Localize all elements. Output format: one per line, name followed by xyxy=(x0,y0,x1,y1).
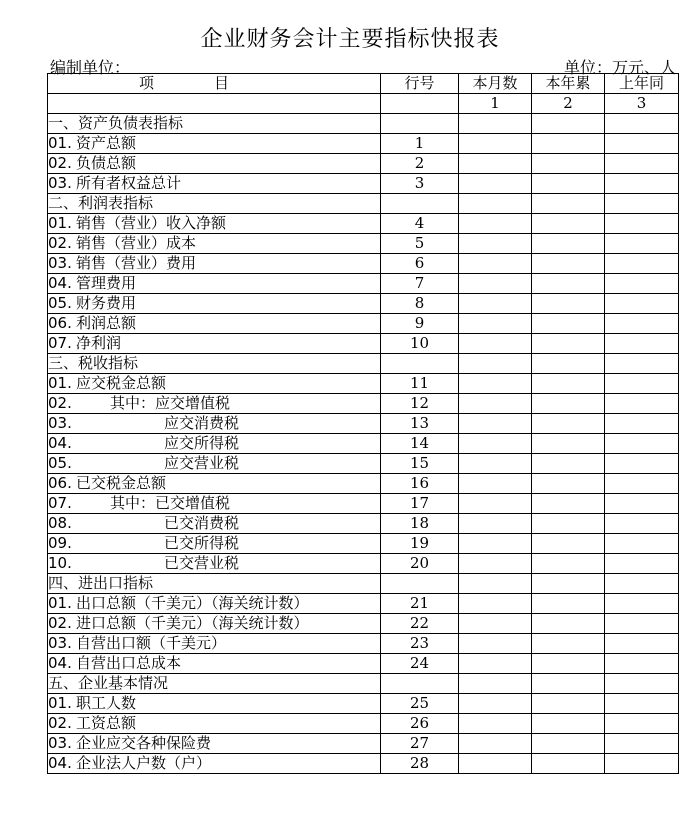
value-cell-year-to-date[interactable] xyxy=(532,194,605,214)
value-cell-year-to-date[interactable] xyxy=(532,474,605,494)
value-cell-year-to-date[interactable] xyxy=(532,234,605,254)
line-number: 11 xyxy=(381,374,459,394)
value-cell-last-year-same[interactable] xyxy=(605,294,679,314)
header-line-no: 行号 xyxy=(381,74,459,94)
value-cell-year-to-date[interactable] xyxy=(532,254,605,274)
item-label-cell xyxy=(48,374,381,394)
item-label: 应交增值税 xyxy=(155,394,231,412)
item-label: 所有者权益总计 xyxy=(76,174,182,192)
item-code: 01. xyxy=(48,594,72,612)
line-number: 4 xyxy=(381,214,459,234)
value-cell-this-month[interactable] xyxy=(459,694,532,714)
item-label: 应交税金总额 xyxy=(76,374,167,392)
item-label-cell xyxy=(48,414,381,434)
value-cell-year-to-date[interactable] xyxy=(532,574,605,594)
line-number: 3 xyxy=(381,174,459,194)
value-cell-last-year-same[interactable] xyxy=(605,454,679,474)
item-label: 应交营业税 xyxy=(164,454,240,472)
item-label-cell xyxy=(48,734,381,754)
value-cell-this-month[interactable] xyxy=(459,214,532,234)
item-label-cell xyxy=(48,234,381,254)
value-cell-this-month[interactable] xyxy=(459,294,532,314)
line-number: 13 xyxy=(381,414,459,434)
value-cell-year-to-date[interactable] xyxy=(532,594,605,614)
item-label-cell xyxy=(48,174,381,194)
table-row xyxy=(48,154,679,174)
item-code: 08. xyxy=(48,514,72,532)
report-title: 企业财务会计主要指标快报表 xyxy=(200,27,500,52)
section-row xyxy=(48,194,679,214)
item-label-cell xyxy=(48,294,381,314)
value-cell-last-year-same[interactable] xyxy=(605,234,679,254)
value-cell-this-month[interactable] xyxy=(459,634,532,654)
table-row xyxy=(48,214,679,234)
value-cell-year-to-date[interactable] xyxy=(532,134,605,154)
section-label: 五、企业基本情况 xyxy=(48,674,381,694)
value-cell-this-month[interactable] xyxy=(459,454,532,474)
value-cell-year-to-date[interactable] xyxy=(532,334,605,354)
value-cell-last-year-same[interactable] xyxy=(605,534,679,554)
value-cell-this-month[interactable] xyxy=(459,394,532,414)
item-label-cell xyxy=(48,494,381,514)
value-cell-this-month[interactable] xyxy=(459,494,532,514)
table-row xyxy=(48,314,679,334)
table-row xyxy=(48,294,679,314)
value-cell-this-month[interactable] xyxy=(459,374,532,394)
item-label-cell xyxy=(48,554,381,574)
value-cell-last-year-same[interactable] xyxy=(605,394,679,414)
item-code: 10. xyxy=(48,554,72,572)
header-this-month: 本月数 xyxy=(459,74,532,94)
value-cell-year-to-date[interactable] xyxy=(532,314,605,334)
item-code: 01. xyxy=(48,694,72,712)
table-row xyxy=(48,394,679,414)
line-number: 7 xyxy=(381,274,459,294)
value-cell-year-to-date[interactable] xyxy=(532,494,605,514)
value-cell-year-to-date[interactable] xyxy=(532,614,605,634)
item-code: 04. xyxy=(48,434,72,452)
table-row xyxy=(48,614,679,634)
value-cell-last-year-same[interactable] xyxy=(605,734,679,754)
table-row xyxy=(48,174,679,194)
line-number: 6 xyxy=(381,254,459,274)
unit-label: 单位：万元、人 xyxy=(563,58,676,77)
line-number: 26 xyxy=(381,714,459,734)
item-label-cell xyxy=(48,134,381,154)
value-cell-year-to-date[interactable] xyxy=(532,694,605,714)
value-cell-last-year-same[interactable] xyxy=(605,754,679,774)
item-label-cell xyxy=(48,694,381,714)
value-cell-last-year-same[interactable] xyxy=(605,674,679,694)
value-cell-this-month[interactable] xyxy=(459,754,532,774)
table-row xyxy=(48,514,679,534)
item-label: 财务费用 xyxy=(76,294,137,312)
item-code: 05. xyxy=(48,294,72,312)
line-number: 9 xyxy=(381,314,459,334)
line-number: 5 xyxy=(381,234,459,254)
value-cell-year-to-date[interactable] xyxy=(532,434,605,454)
value-cell-this-month[interactable] xyxy=(459,554,532,574)
value-cell-this-month[interactable] xyxy=(459,734,532,754)
item-label: 利润总额 xyxy=(76,314,137,332)
item-label-cell xyxy=(48,274,381,294)
value-cell-last-year-same[interactable] xyxy=(605,594,679,614)
item-code: 02. xyxy=(48,154,72,172)
item-label-cell xyxy=(48,534,381,554)
header-year-to-date: 本年累 xyxy=(532,74,605,94)
value-cell-this-month[interactable] xyxy=(459,414,532,434)
line-number xyxy=(381,674,459,694)
column-index: 2 xyxy=(532,94,605,114)
value-cell-this-month[interactable] xyxy=(459,654,532,674)
item-code: 03. xyxy=(48,414,72,432)
section-row xyxy=(48,674,679,694)
value-cell-year-to-date[interactable] xyxy=(532,534,605,554)
line-number: 19 xyxy=(381,534,459,554)
item-label-cell xyxy=(48,614,381,634)
value-cell-this-month[interactable] xyxy=(459,254,532,274)
line-number: 12 xyxy=(381,394,459,414)
line-number: 17 xyxy=(381,494,459,514)
value-cell-last-year-same[interactable] xyxy=(605,694,679,714)
value-cell-last-year-same[interactable] xyxy=(605,314,679,334)
value-cell-last-year-same[interactable] xyxy=(605,334,679,354)
item-label: 已交税金总额 xyxy=(76,474,167,492)
item-prefix: 其中： xyxy=(110,494,156,512)
item-label-cell xyxy=(48,654,381,674)
header-row xyxy=(48,74,679,94)
section-label: 二、利润表指标 xyxy=(48,194,381,214)
item-label: 工资总额 xyxy=(76,714,137,732)
value-cell-this-month[interactable] xyxy=(459,194,532,214)
line-number: 21 xyxy=(381,594,459,614)
item-code: 03. xyxy=(48,734,72,752)
item-label-cell xyxy=(48,474,381,494)
value-cell-last-year-same[interactable] xyxy=(605,414,679,434)
item-code: 03. xyxy=(48,634,72,652)
column-index-blank xyxy=(381,94,459,114)
value-cell-this-month[interactable] xyxy=(459,714,532,734)
item-code: 02. xyxy=(48,394,72,412)
item-label-cell xyxy=(48,754,381,774)
item-code: 07. xyxy=(48,494,72,512)
item-code: 02. xyxy=(48,714,72,732)
table-row xyxy=(48,334,679,354)
line-number: 18 xyxy=(381,514,459,534)
column-index-blank xyxy=(48,94,381,114)
value-cell-this-month[interactable] xyxy=(459,314,532,334)
item-label: 资产总额 xyxy=(76,134,137,152)
line-number: 28 xyxy=(381,754,459,774)
table-row xyxy=(48,274,679,294)
item-label: 已交营业税 xyxy=(164,554,240,572)
item-label: 已交消费税 xyxy=(164,514,240,532)
value-cell-this-month[interactable] xyxy=(459,674,532,694)
value-cell-this-month[interactable] xyxy=(459,534,532,554)
value-cell-this-month[interactable] xyxy=(459,474,532,494)
value-cell-last-year-same[interactable] xyxy=(605,174,679,194)
column-index-row xyxy=(48,94,679,114)
table-row xyxy=(48,634,679,654)
item-code: 04. xyxy=(48,274,72,292)
table-row xyxy=(48,534,679,554)
item-label: 已交增值税 xyxy=(155,494,231,512)
table-row xyxy=(48,374,679,394)
value-cell-year-to-date[interactable] xyxy=(532,734,605,754)
item-label-cell xyxy=(48,434,381,454)
item-code: 01. xyxy=(48,374,72,392)
item-label-cell xyxy=(48,154,381,174)
value-cell-last-year-same[interactable] xyxy=(605,134,679,154)
item-label-cell xyxy=(48,214,381,234)
item-code: 03. xyxy=(48,174,72,192)
value-cell-year-to-date[interactable] xyxy=(532,274,605,294)
value-cell-last-year-same[interactable] xyxy=(605,634,679,654)
item-label: 已交所得税 xyxy=(164,534,240,552)
line-number: 10 xyxy=(381,334,459,354)
section-label: 四、进出口指标 xyxy=(48,574,381,594)
item-label-cell xyxy=(48,594,381,614)
item-label: 自营出口总成本 xyxy=(76,654,182,672)
line-number xyxy=(381,114,459,134)
table-row xyxy=(48,474,679,494)
value-cell-this-month[interactable] xyxy=(459,114,532,134)
item-label: 销售（营业）收入净额 xyxy=(76,214,227,232)
line-number: 23 xyxy=(381,634,459,654)
value-cell-last-year-same[interactable] xyxy=(605,494,679,514)
line-number: 20 xyxy=(381,554,459,574)
section-row xyxy=(48,574,679,594)
value-cell-year-to-date[interactable] xyxy=(532,554,605,574)
table-row xyxy=(48,754,679,774)
line-number xyxy=(381,354,459,374)
value-cell-this-month[interactable] xyxy=(459,594,532,614)
value-cell-last-year-same[interactable] xyxy=(605,374,679,394)
value-cell-this-month[interactable] xyxy=(459,134,532,154)
table-row xyxy=(48,494,679,514)
table-row xyxy=(48,714,679,734)
item-code: 07. xyxy=(48,334,72,352)
item-label-cell xyxy=(48,334,381,354)
line-number: 15 xyxy=(381,454,459,474)
item-code: 01. xyxy=(48,214,72,232)
report-table xyxy=(47,73,679,774)
line-number: 27 xyxy=(381,734,459,754)
value-cell-last-year-same[interactable] xyxy=(605,354,679,374)
item-code: 06. xyxy=(48,314,72,332)
item-label: 企业应交各种保险费 xyxy=(76,734,212,752)
column-index: 1 xyxy=(459,94,532,114)
value-cell-last-year-same[interactable] xyxy=(605,114,679,134)
section-row xyxy=(48,114,679,134)
item-label: 负债总额 xyxy=(76,154,137,172)
item-label-cell xyxy=(48,394,381,414)
line-number xyxy=(381,574,459,594)
value-cell-this-month[interactable] xyxy=(459,434,532,454)
table-row xyxy=(48,594,679,614)
value-cell-last-year-same[interactable] xyxy=(605,154,679,174)
item-code: 06. xyxy=(48,474,72,492)
line-number: 22 xyxy=(381,614,459,634)
value-cell-year-to-date[interactable] xyxy=(532,514,605,534)
value-cell-year-to-date[interactable] xyxy=(532,654,605,674)
value-cell-year-to-date[interactable] xyxy=(532,214,605,234)
table-row xyxy=(48,454,679,474)
table-row xyxy=(48,234,679,254)
item-label-cell xyxy=(48,314,381,334)
item-label-cell xyxy=(48,254,381,274)
item-label: 进口总额（千美元）（海关统计数） xyxy=(76,614,309,632)
table-row xyxy=(48,434,679,454)
value-cell-year-to-date[interactable] xyxy=(532,174,605,194)
value-cell-this-month[interactable] xyxy=(459,174,532,194)
line-number: 24 xyxy=(381,654,459,674)
item-code: 03. xyxy=(48,254,72,272)
value-cell-last-year-same[interactable] xyxy=(605,474,679,494)
table-row xyxy=(48,134,679,154)
value-cell-year-to-date[interactable] xyxy=(532,374,605,394)
value-cell-last-year-same[interactable] xyxy=(605,274,679,294)
item-label-cell xyxy=(48,514,381,534)
value-cell-year-to-date[interactable] xyxy=(532,634,605,654)
org-label: 编制单位： xyxy=(50,58,131,77)
section-row xyxy=(48,354,679,374)
line-number: 8 xyxy=(381,294,459,314)
value-cell-this-month[interactable] xyxy=(459,574,532,594)
value-cell-this-month[interactable] xyxy=(459,274,532,294)
table-row xyxy=(48,414,679,434)
value-cell-year-to-date[interactable] xyxy=(532,454,605,474)
value-cell-year-to-date[interactable] xyxy=(532,674,605,694)
item-label: 应交消费税 xyxy=(164,414,240,432)
value-cell-last-year-same[interactable] xyxy=(605,254,679,274)
value-cell-year-to-date[interactable] xyxy=(532,714,605,734)
value-cell-last-year-same[interactable] xyxy=(605,554,679,574)
value-cell-year-to-date[interactable] xyxy=(532,114,605,134)
item-label: 应交所得税 xyxy=(164,434,240,452)
column-index: 3 xyxy=(605,94,679,114)
value-cell-last-year-same[interactable] xyxy=(605,714,679,734)
value-cell-this-month[interactable] xyxy=(459,334,532,354)
item-prefix: 其中： xyxy=(110,394,156,412)
report-body xyxy=(48,114,679,774)
value-cell-year-to-date[interactable] xyxy=(532,354,605,374)
item-code: 02. xyxy=(48,614,72,632)
item-label: 出口总额（千美元）（海关统计数） xyxy=(76,594,309,612)
item-label-cell xyxy=(48,454,381,474)
value-cell-last-year-same[interactable] xyxy=(605,194,679,214)
table-row xyxy=(48,734,679,754)
value-cell-last-year-same[interactable] xyxy=(605,654,679,674)
value-cell-year-to-date[interactable] xyxy=(532,154,605,174)
value-cell-year-to-date[interactable] xyxy=(532,754,605,774)
line-number: 25 xyxy=(381,694,459,714)
item-label: 管理费用 xyxy=(76,274,137,292)
line-number: 14 xyxy=(381,434,459,454)
section-label: 三、税收指标 xyxy=(48,354,381,374)
value-cell-last-year-same[interactable] xyxy=(605,214,679,234)
value-cell-this-month[interactable] xyxy=(459,614,532,634)
item-code: 01. xyxy=(48,134,72,152)
item-label: 职工人数 xyxy=(76,694,137,712)
value-cell-year-to-date[interactable] xyxy=(532,294,605,314)
line-number xyxy=(381,194,459,214)
table-row xyxy=(48,694,679,714)
value-cell-this-month[interactable] xyxy=(459,234,532,254)
value-cell-last-year-same[interactable] xyxy=(605,614,679,634)
value-cell-year-to-date[interactable] xyxy=(532,394,605,414)
item-code: 05. xyxy=(48,454,72,472)
item-code: 09. xyxy=(48,534,72,552)
item-label: 自营出口额（千美元） xyxy=(76,634,227,652)
line-number: 2 xyxy=(381,154,459,174)
item-label-cell xyxy=(48,634,381,654)
item-label: 销售（营业）费用 xyxy=(76,254,197,272)
line-number: 1 xyxy=(381,134,459,154)
item-label: 净利润 xyxy=(76,334,122,352)
header-last-year-same: 上年同 xyxy=(605,74,679,94)
table-row xyxy=(48,254,679,274)
table-row xyxy=(48,654,679,674)
value-cell-this-month[interactable] xyxy=(459,154,532,174)
item-label: 企业法人户数（户） xyxy=(76,754,212,772)
value-cell-last-year-same[interactable] xyxy=(605,574,679,594)
item-code: 04. xyxy=(48,654,72,672)
item-label-cell xyxy=(48,714,381,734)
item-code: 02. xyxy=(48,234,72,252)
section-label: 一、资产负债表指标 xyxy=(48,114,381,134)
item-code: 04. xyxy=(48,754,72,772)
header-item: 项目 xyxy=(48,74,381,94)
line-number: 16 xyxy=(381,474,459,494)
value-cell-this-month[interactable] xyxy=(459,354,532,374)
item-label: 销售（营业）成本 xyxy=(76,234,197,252)
value-cell-last-year-same[interactable] xyxy=(605,434,679,454)
value-cell-last-year-same[interactable] xyxy=(605,514,679,534)
value-cell-this-month[interactable] xyxy=(459,514,532,534)
table-row xyxy=(48,554,679,574)
value-cell-year-to-date[interactable] xyxy=(532,414,605,434)
